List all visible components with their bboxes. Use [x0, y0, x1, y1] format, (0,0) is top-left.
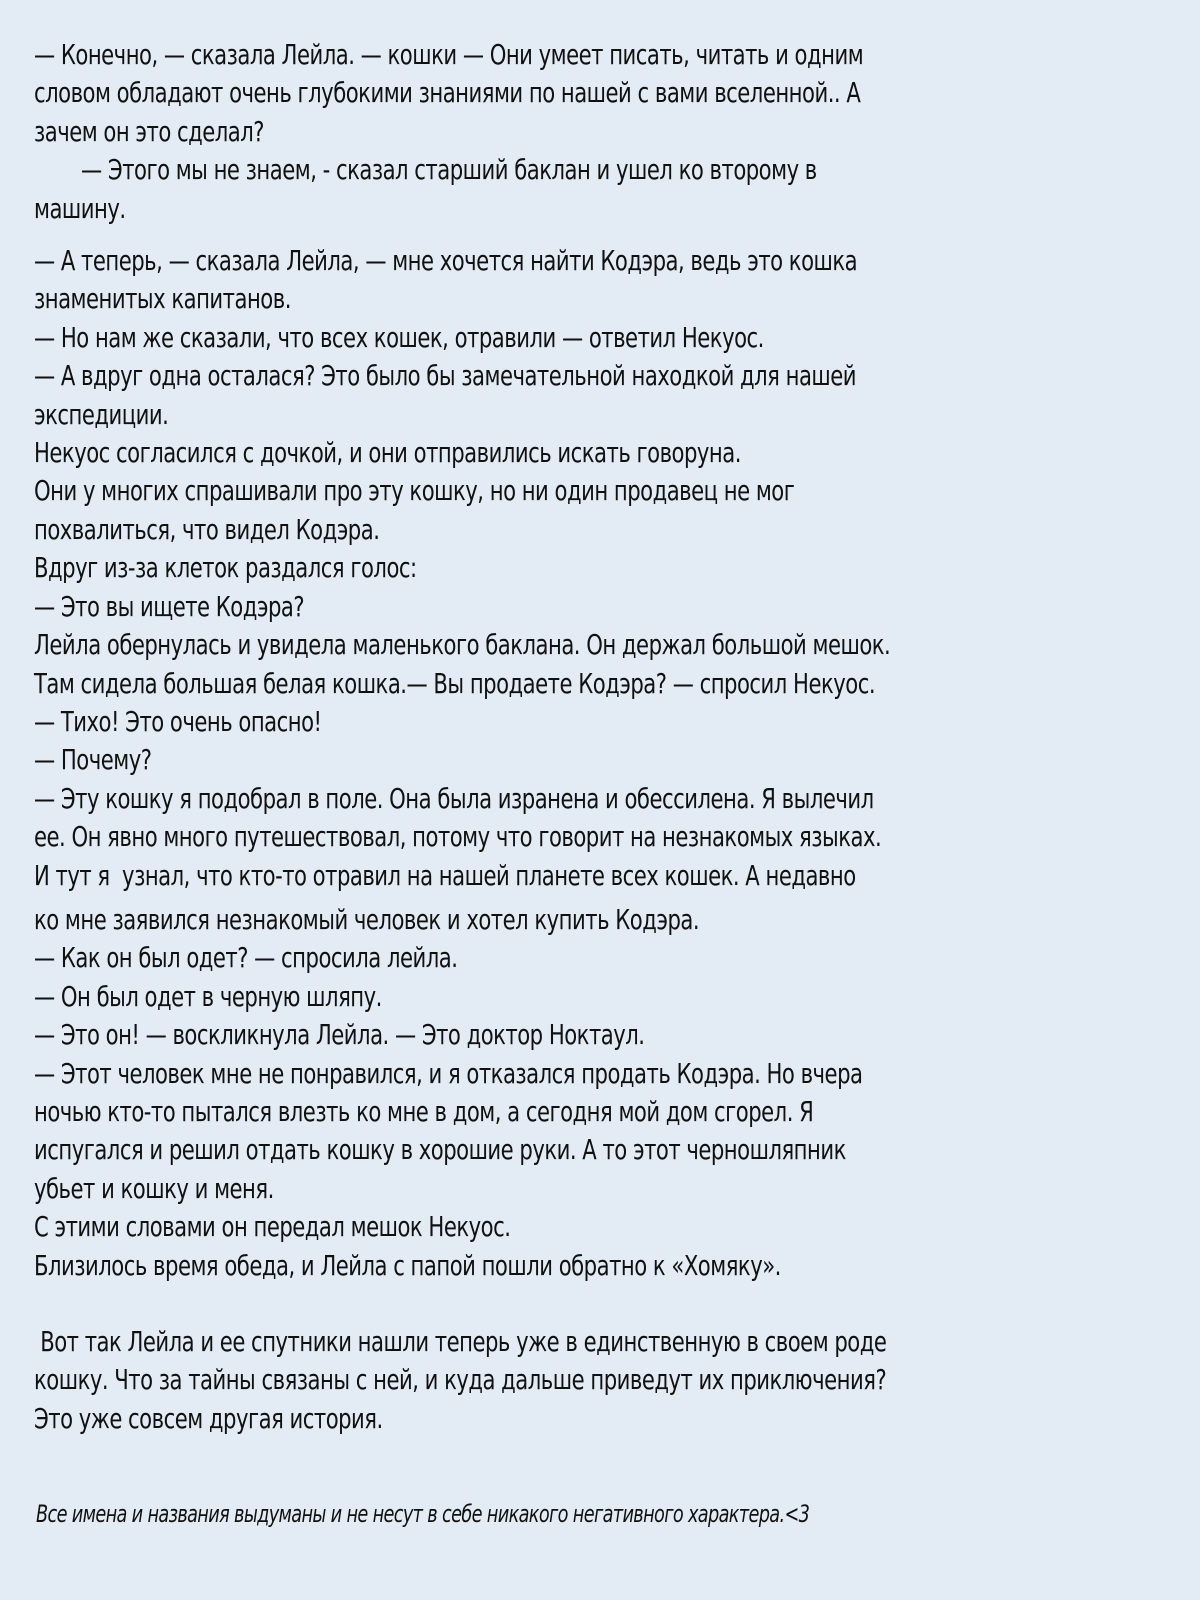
text-line: Вот так Лейла и ее спутники нашли теперь уже в единственную в своем роде	[34, 1325, 887, 1358]
paragraph-block-2	[34, 242, 1170, 1285]
text-line: ко мне заявился незнакомый человек и хотел купить Кодэра.	[34, 902, 700, 936]
text-line: Они у многих спрашивали про эту кошку, но ни один продавец не мог	[34, 474, 795, 508]
text-line: Вдруг из-за клеток раздался голос:	[34, 551, 417, 585]
text-line: Близилось время обеда, и Лейла с папой пошли обратно к «Хомяку».	[34, 1248, 781, 1282]
paragraph-block-3	[34, 1323, 1170, 1438]
text-line: — Эту кошку я подобрал в поле. Она была изранена и обессилена. Я вылечил	[34, 781, 874, 815]
disclaimer-footnote: Все имена и названия выдуманы и не несут в себе никакого негативного характера.<3	[36, 1500, 810, 1528]
text-line: Это уже совсем другая история.	[34, 1401, 383, 1435]
text-line: испугался и решил отдать кошку в хорошие руки. А то этот черношляпник	[34, 1133, 846, 1167]
text-line: С этими словами он передал мешок Некуос.	[34, 1210, 511, 1244]
text-line: ночью кто-то пытался влезть ко мне в дом, а сегодня мой дом сгорел. Я	[34, 1094, 814, 1128]
text-line: — А вдруг одна осталася? Это было бы замечательной находкой для нашей	[34, 359, 857, 393]
text-line: зачем он это сделал?	[34, 114, 265, 148]
text-line: знаменитых капитанов.	[34, 282, 291, 316]
text-line: — Почему?	[34, 743, 152, 777]
paragraph-block-1	[34, 36, 1170, 228]
text-line: Там сидела большая белая кошка.— Вы продаете Кодэра? — спросил Некуос.	[34, 666, 876, 700]
paragraph-gap	[34, 228, 1170, 242]
text-line: — Но нам же сказали, что всех кошек, отравили — ответил Некуос.	[34, 320, 764, 354]
text-line: — Это вы ищете Кодэра?	[34, 589, 305, 623]
text-line: машину.	[34, 191, 126, 225]
text-line: Лейла обернулась и увидела маленького баклана. Он держал большой мешок.	[34, 628, 891, 662]
text-line: экспедиции.	[34, 397, 169, 431]
text-line: ее. Он явно много путешествовал, потому что говорит на незнакомых языках.	[34, 820, 882, 854]
text-line: — Тихо! Это очень опасно!	[34, 704, 322, 738]
text-line: И тут я узнал, что кто-то отравил на нашей планете всех кошек. А недавно	[34, 858, 856, 892]
text-line: убьет и кошку и меня.	[34, 1171, 274, 1205]
text-line: — Это он! — воскликнула Лейла. — Это доктор Ноктаул.	[34, 1018, 645, 1052]
text-line: — Конечно, — сказала Лейла. — кошки — Они умеет писать, читать и одним	[34, 38, 864, 71]
text-line: кошку. Что за тайны связаны с ней, и куда дальше приведут их приключения?	[34, 1363, 887, 1397]
text-line: — А теперь, — сказала Лейла, — мне хочется найти Кодэра, ведь это кошка	[34, 244, 858, 278]
text-line: — Как он был одет? — спросила лейла.	[34, 941, 458, 975]
text-line: — Он был одет в черную шляпу.	[34, 979, 382, 1013]
text-line: — Этого мы не знаем, - сказал старший баклан и ушел ко второму в	[81, 153, 817, 187]
text-line: похвалиться, что видел Кодэра.	[34, 512, 380, 546]
text-line: Некуос согласился с дочкой, и они отправились искать говоруна.	[34, 436, 741, 470]
paragraph-gap	[34, 1285, 1170, 1323]
text-line: словом обладают очень глубокими знаниями по нашей с вами вселенной.. А	[34, 76, 861, 110]
text-line: — Этот человек мне не понравился, и я отказался продать Кодэра. Но вчера	[34, 1056, 863, 1090]
